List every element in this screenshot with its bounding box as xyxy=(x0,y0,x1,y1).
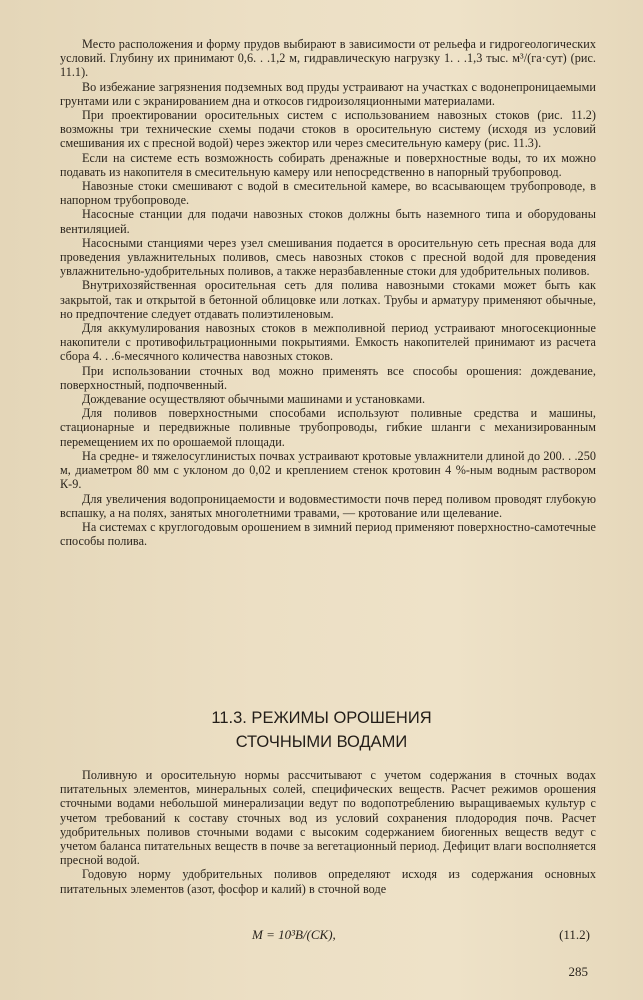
paragraph: Дождевание осуществляют обычными машинами и установками. xyxy=(82,392,426,407)
section-heading-line-1: 11.3. РЕЖИМЫ ОРОШЕНИЯ xyxy=(211,709,432,727)
body-text-top xyxy=(60,37,596,548)
paragraph: Для аккумулирования навозных стоков в межполивной период устраивают многосекционные накопители с противофильтрационными покрытиями. Емкость накопителей принимают из расчета сбора 4. . .6-месячного количества навозных стоков. xyxy=(60,321,596,364)
paragraph: Внутрихозяйственная оросительная сеть для полива навозными стоками может быть как закрытой, так и открытой в бетонной облицовке или лотках. Трубы и арматуру применяют обычные, но предпочтение следует отдавать полиэтиленовым. xyxy=(60,278,596,321)
paragraph: Для поливов поверхностными способами используют поливные средства и машины, стационарные и передвижные поливные трубопроводы, гибкие шланги с механизированным перемещением их по орошаемой площади. xyxy=(60,406,596,449)
paragraph: При использовании сточных вод можно применять все способы орошения: дождевание, поверхностный, подпочвенный. xyxy=(60,363,596,392)
page-number: 285 xyxy=(568,964,588,979)
body-text-bottom xyxy=(60,768,596,896)
paragraph: На системах с круглогодовым орошением в зимний период применяют поверхностно-самотечные способы полива. xyxy=(60,519,596,549)
paragraph: На средне- и тяжелосуглинистых почвах устраивают кротовые увлажнители длиной до 200. . .250 м, диаметром 80 мм с уклоном до 0,02 и креплением стенок кротовин 4 %-ным водным раствором К-9. xyxy=(60,448,596,492)
formula-expression: M = 10³B/(CK), xyxy=(252,927,336,942)
paragraph: Во избежание загрязнения подземных вод пруды устраивают на участках с водонепроницаемыми грунтами или с экранированием дна и откосов гидроизоляционными материалами. xyxy=(60,79,596,108)
section-heading-line-2: СТОЧНЫМИ ВОДАМИ xyxy=(235,733,408,751)
paragraph: При проектировании оросительных систем с использованием навозных стоков (рис. 11.2) возможны три технические схемы подачи стоков в оросительную систему (исходя из условий смешивания их с пресной водой) через эжектор или через смесительную камеру (рис. 11.3). xyxy=(60,108,596,151)
paragraph: Насосными станциями через узел смешивания подается в оросительную сеть пресная вода для проведения увлажнительных поливов, смесь навозных стоков с пресной водой для проведения увлажнительно-удобрительных поливов, а также неразбавленные стоки для удобрительных поливов. xyxy=(60,235,596,279)
paragraph: Для увеличения водопроницаемости и водовместимости почв перед поливом проводят глубокую вспашку, а на полях, занятых многолетними травами, — кротование или щелевание. xyxy=(60,491,596,520)
paragraph: Место расположения и форму прудов выбирают в зависимости от рельефа и гидрогеологических условий. Глубину их принимают 0,6. . .1,2 м, гидравлическую нагрузку 1. . .1,3 тыс. м³/(га·сут) (рис. 11.1). xyxy=(60,37,596,80)
formula xyxy=(60,926,596,944)
paragraph: Годовую норму удобрительных поливов определяют исходя из содержания основных питательных элементов (азот, фосфор и калий) в сточной воде xyxy=(60,867,596,896)
formula-number: (11.2) xyxy=(559,927,590,942)
paragraph: Навозные стоки смешивают с водой в смесительной камере, во всасывающем трубопроводе, в напорном трубопроводе. xyxy=(60,179,596,208)
paragraph: Насосные станции для подачи навозных стоков должны быть наземного типа и оборудованы вентиляцией. xyxy=(60,207,596,236)
paragraph: Если на системе есть возможность собирать дренажные и поверхностные воды, то их можно подавать из накопителя в смесительную камеру или непосредственно в напорный трубопровод. xyxy=(60,150,596,179)
paragraph: Поливную и оросительную нормы рассчитывают с учетом содержания в сточных водах питательных элементов, минеральных солей, специфических веществ. Расчет режимов орошения сточными водами небольшой минерализации ведут по водопотреблению выращиваемых культур с учетом требований к составу сточных вод из условий сохранения плодородия почв. Расчет удобрительных поливов сточными водами с высоким содержанием биогенных веществ ведут с учетом баланса питательных веществ в почве за вегетационный период. Дефицит влаги восполняется пресной водой. xyxy=(60,768,596,868)
